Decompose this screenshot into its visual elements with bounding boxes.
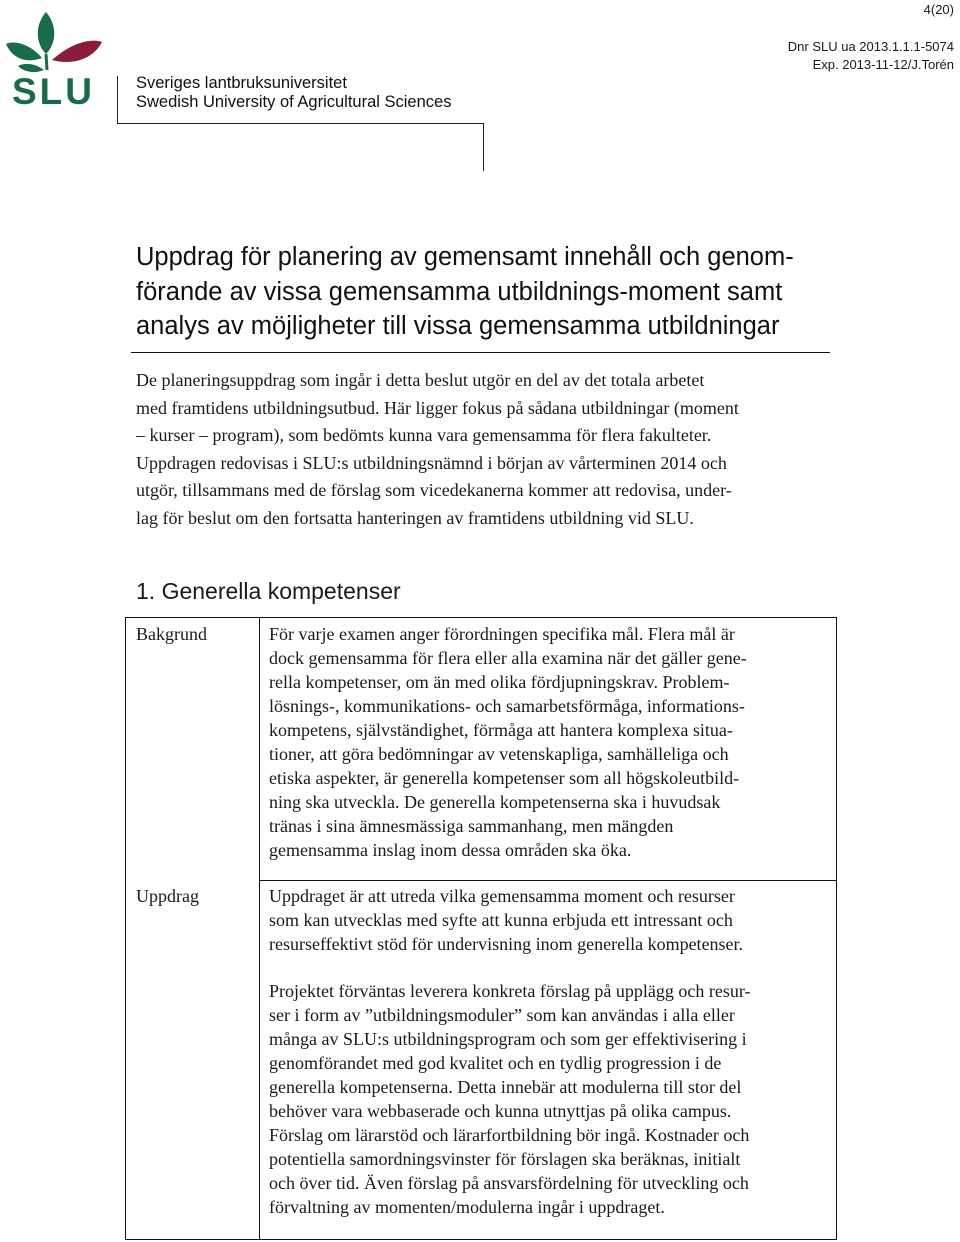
cell-line: tioner, att göra bedömningar av vetenskapliga, samhälleliga och [269, 744, 729, 764]
document-reference [788, 38, 954, 74]
cell-line: generella kompetenserna. Detta innebär att modulerna till stor del [269, 1077, 742, 1097]
uppdrag-cell [269, 884, 829, 1242]
table-column-divider [259, 618, 260, 1239]
header-frame-right-line [483, 123, 484, 171]
intro-line: – kurser – program), som bedömts kunna vara gemensamma för flera fakulteter. [136, 425, 712, 445]
cell-line: ser i form av ”utbildningsmoduler” som kan användas i alla eller [269, 1005, 735, 1025]
title-line: förande av vissa gemensamma utbildnings-moment samt [136, 277, 783, 306]
uppdrag-paragraph-2 [269, 979, 829, 1219]
cell-line: genomförandet med god kvalitet och en tydlig progression i de [269, 1053, 722, 1073]
intro-line: utgör, tillsammans med de förslag som vicedekanerna kommer att redovisa, under- [136, 480, 732, 500]
row-label-bakgrund: Bakgrund [136, 624, 207, 644]
intro-line: lag för beslut om den fortsatta hanteringen av framtidens utbildning vid SLU. [136, 507, 694, 528]
section-heading: 1. Generella kompetenser [136, 578, 401, 604]
title-line: Uppdrag för planering av gemensamt innehåll och genom- [136, 243, 794, 271]
cell-line: potentiella samordningsvinster för förslagen ska beräknas, initialt [269, 1149, 741, 1169]
org-name-swedish: Sveriges lantbruksuniversitet [136, 74, 347, 92]
table-row-divider [259, 880, 836, 881]
cell-line: resurseffektivt stöd för undervisning inom generella kompetenser. [269, 934, 744, 954]
cell-line: Uppdraget är att utreda vilka gemensamma moment och resurser [269, 886, 735, 906]
title-line: analys av möjligheter till vissa gemensamma utbildningar [136, 312, 780, 340]
cell-line: som kan utvecklas med syfte att kunna erbjuda ett intressant och [269, 910, 733, 930]
cell-line: lösnings-, kommunikations- och samarbetsförmåga, informations- [269, 696, 745, 716]
page-number: 4(20) [923, 2, 954, 17]
header-frame-left-line [117, 76, 118, 124]
cell-line: ning ska utveckla. De generella kompetenserna ska i huvudsak [269, 792, 721, 812]
intro-line: Uppdragen redovisas i SLU:s utbildningsnämnd i början av vårterminen 2014 och [136, 452, 727, 473]
cell-line: gemensamma inslag inom dessa områden ska öka. [269, 840, 632, 860]
intro-line: De planeringsuppdrag som ingår i detta beslut utgör en del av det totala arbetet [136, 370, 705, 390]
dnr-text: Dnr SLU ua 2013.1.1.1-5074 [787, 39, 954, 54]
cell-line: rella kompetenser, om än med olika fördjupningskrav. Problem- [269, 672, 730, 692]
cell-line: tränas i sina ämnesmässiga sammanhang, men mängden [269, 816, 674, 836]
content-table [125, 617, 837, 1240]
intro-line: med framtidens utbildningsutbud. Här ligger fokus på sådana utbildningar (moment [136, 397, 739, 418]
cell-line: För varje examen anger förordningen specifika mål. Flera mål är [269, 624, 735, 644]
cell-line: Projektet förväntas leverera konkreta förslag på upplägg och resur- [269, 981, 751, 1001]
cell-line: behöver vara webbaserade och kunna utnyttjas på olika campus. [269, 1101, 732, 1121]
cell-line: dock gemensamma för flera eller alla examina när det gäller gene- [269, 648, 747, 668]
header-frame-bottom-line [118, 123, 484, 124]
row-label-uppdrag: Uppdrag [136, 886, 199, 906]
cell-line: Förslag om lärarstöd och lärarfortbildning bör ingå. Kostnader och [269, 1125, 750, 1145]
cell-line: många av SLU:s utbildningsprogram och som ger effektivisering i [269, 1029, 747, 1049]
org-name-english: Swedish University of Agricultural Sciences [136, 93, 452, 111]
organization-name [136, 74, 451, 112]
intro-paragraph [136, 367, 836, 532]
cell-line: och över tid. Även förslag på ansvarsfördelning för utveckling och [269, 1173, 749, 1193]
logo-text: SLU [12, 71, 95, 112]
title-underline [131, 352, 830, 353]
cell-line: förvaltning av momenten/modulerna ingår i uppdraget. [269, 1197, 665, 1217]
cell-line: etiska aspekter, är generella kompetenser som all högskoleutbild- [269, 768, 740, 788]
bakgrund-cell [269, 622, 829, 862]
exp-text: Exp. 2013-11-12/J.Torén [812, 57, 954, 72]
uppdrag-paragraph-1 [269, 884, 829, 956]
document-title [136, 240, 836, 344]
cell-line: kompetens, självständighet, förmåga att hantera komplexa situa- [269, 720, 733, 740]
slu-logo [4, 8, 104, 112]
